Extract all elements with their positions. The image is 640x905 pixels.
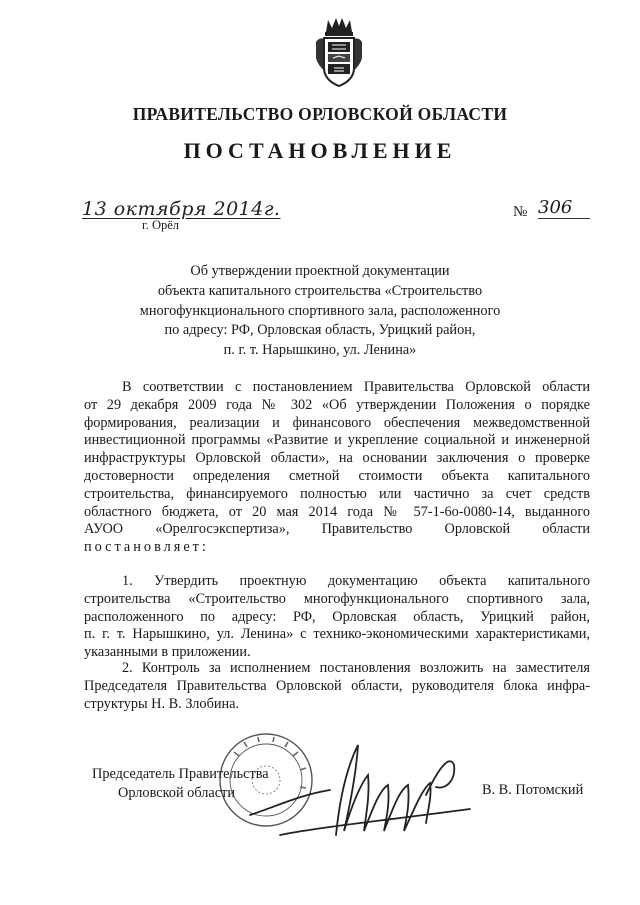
resolves-word: постановляет:	[84, 539, 209, 556]
item-1-line: 1. Утвердить проектную документацию объекта капитального	[122, 573, 590, 589]
preamble-line: АУОО «Орелгосэкспертиза», Правительство Орловской области	[84, 521, 590, 538]
preamble-line: инфраструктуры Орловской области», на основании заключения о проверке	[84, 450, 590, 467]
government-title: ПРАВИТЕЛЬСТВО ОРЛОВСКОЙ ОБЛАСТИ	[132, 104, 508, 124]
item-1-line: строительства «Строительство многофункционального спортивного зала,	[84, 590, 590, 607]
preamble-line: формирования, реализации и финансового обеспечения межведомственной	[84, 414, 590, 431]
subject-line: объекта капитального строительства «Строительство	[157, 282, 483, 299]
position-line: Председатель Правительства	[92, 766, 269, 782]
item-2-line: Председателя Правительства Орловской области, руководителя блока инфра-	[84, 677, 590, 694]
preamble-line: строительства, финансируемого полностью или частично за счет средств	[84, 485, 590, 502]
item-2-line: 2. Контроль за исполнением постановления возложить на заместителя	[122, 660, 590, 676]
position-line: Орловской области	[118, 785, 235, 801]
coat-of-arms-icon	[310, 14, 368, 90]
preamble-line: В соответствии с постановлением Правительства Орловской области	[122, 379, 590, 395]
item-1-line: указанными в приложении.	[84, 644, 251, 661]
item-1-line: п. г. т. Нарышкино, ул. Ленина» с технико-экономическими характеристиками,	[84, 626, 590, 643]
handwritten-signature-icon	[240, 735, 480, 845]
handwritten-number: 306	[538, 198, 590, 219]
preamble-line: от 29 декабря 2009 года № 302 «Об утверждении Положения о порядке	[84, 396, 590, 413]
item-1-line: расположенного по адресу: РФ, Орловская область, Урицкий район,	[84, 608, 590, 625]
item-2-line: структуры Н. В. Злобина.	[84, 695, 240, 712]
preamble-paragraph	[84, 379, 590, 557]
item-1-paragraph	[84, 573, 590, 662]
decree-subject	[0, 262, 640, 361]
item-2-paragraph	[84, 660, 590, 713]
subject-line: по адресу: РФ, Орловская область, Урицкий район,	[164, 322, 476, 339]
subject-line: Об утверждении проектной документации	[190, 263, 450, 279]
preamble-line: инвестиционной программы «Развитие и укрепление социальной и инженерной	[84, 432, 590, 449]
preamble-line: достоверности определения сметной стоимости объекта капитального	[84, 467, 590, 484]
city-label: г. Орёл	[142, 218, 180, 232]
number-label: №	[513, 204, 528, 220]
handwritten-date: 13 октября 2014г.	[82, 198, 281, 220]
subject-line: многофункционального спортивного зала, расположенного	[139, 302, 501, 319]
preamble-line: областного бюджета, от 20 мая 2014 года № 57-1-6о-0080-14, выданного	[84, 503, 590, 520]
signatory-name: В. В. Потомский	[482, 782, 584, 798]
document-type-title: ПОСТАНОВЛЕНИЕ	[183, 138, 457, 163]
subject-line: п. г. т. Нарышкино, ул. Ленина»	[223, 342, 417, 359]
